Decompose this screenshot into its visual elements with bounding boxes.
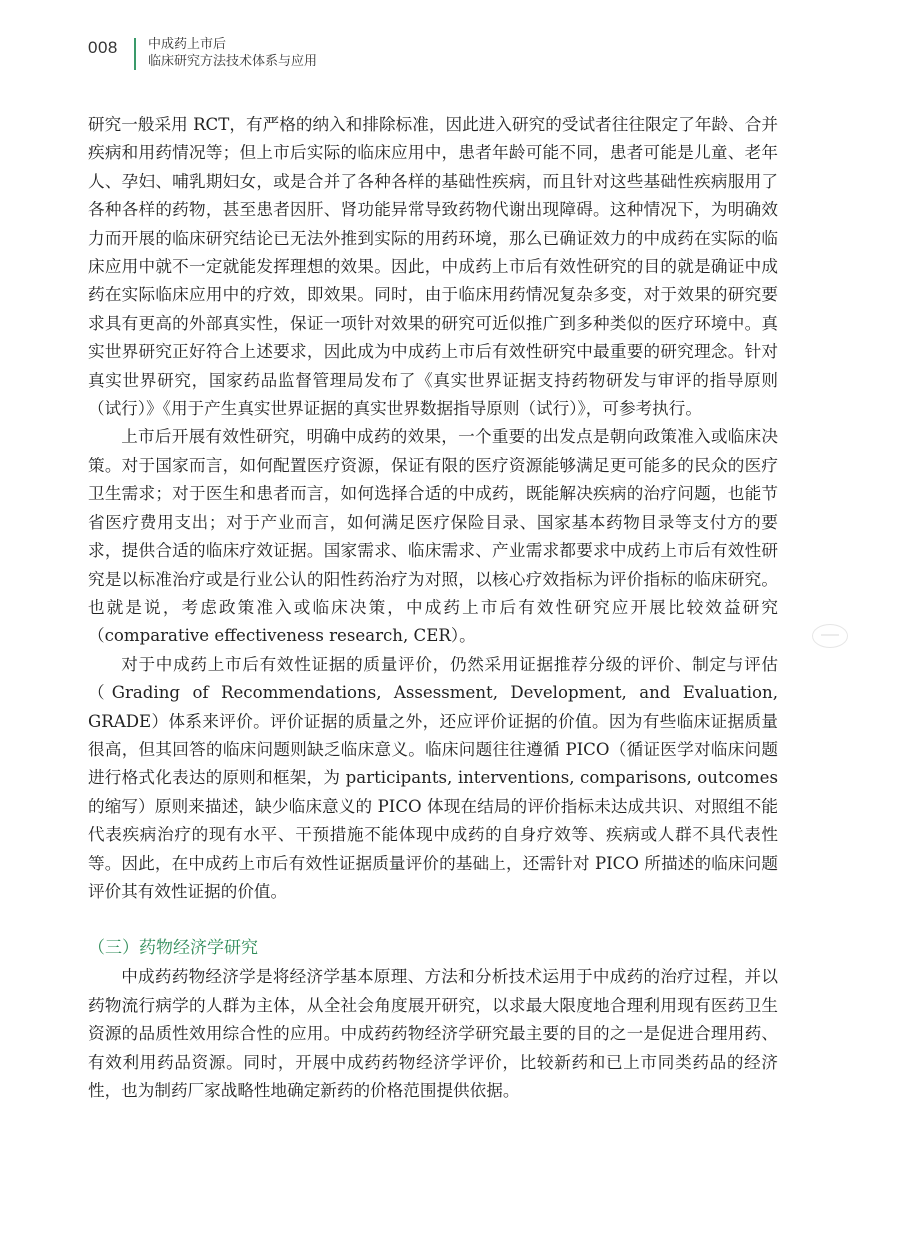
body-paragraph-2: 上市后开展有效性研究，明确中成药的效果，一个重要的出发点是朝向政策准入或临床决策。对于国家而言，如何配置医疗资源，保证有限的医疗资源能够满足更可能多的民众的医疗卫生需求；对于医生和患者而言，如何选择合适的中成药，既能解决疾病的治疗问题，也能节省医疗费用支出；对于产业而言，如何满足医疗保险目录、国家基本药物目录等支付方的要求，提供合适的临床疗效证据。国家需求、临床需求、产业需求都要求中成药上市后有效性研究是以标准治疗或是行业公认的阳性药治疗为对照，以核心疗效指标为评价指标的临床研究。也就是说，考虑政策准入或临床决策，中成药上市后有效性研究应开展比较效益研究（comparative effectiveness research, CER）。 — [88, 427, 778, 646]
watermark-mark — [812, 624, 848, 648]
page-number: 008 — [88, 38, 118, 57]
book-title-line-2: 临床研究方法技术体系与应用 — [148, 54, 318, 69]
main-body — [88, 111, 778, 1105]
body-paragraph-1: 研究一般采用 RCT，有严格的纳入和排除标准，因此进入研究的受试者往往限定了年龄、合并疾病和用药情况等；但上市后实际的临床应用中，患者年龄可能不同，患者可能是儿童、老年人、孕妇、哺乳期妇女，或是合并了各种各样的基础性疾病，而且针对这些基础性疾病服用了各种各样的药物，甚至患者因肝、肾功能异常导致药物代谢出现障碍。这种情况下，为明确效力而开展的临床研究结论已无法外推到实际的用药环境，那么已确证效力的中成药在实际的临床应用中就不一定就能发挥理想的效果。因此，中成药上市后有效性研究的目的就是确证中成药在实际临床应用中的疗效，即效果。同时，由于临床用药情况复杂多变，对于效果的研究要求具有更高的外部真实性，保证一项针对效果的研究可近似推广到多种类似的医疗环境中。真实世界研究正好符合上述要求，因此成为中成药上市后有效性研究中最重要的研究理念。针对真实世界研究，国家药品监督管理局发布了《真实世界证据支持药物研发与审评的指导原则（试行）》《用于产生真实世界证据的真实世界数据指导原则（试行）》，可参考执行。 — [88, 115, 778, 419]
section-paragraph: 中成药药物经济学是将经济学基本原理、方法和分析技术运用于中成药的治疗过程，并以药物流行病学的人群为主体，从全社会角度展开研究，以求最大限度地合理利用现有医药卫生资源的品质性效用综合性的应用。中成药药物经济学研究最主要的目的之一是促进合理用药、有效利用药品资源。同时，开展中成药药物经济学评价，比较新药和已上市同类药品的经济性，也为制药厂家战略性地确定新药的价格范围提供依据。 — [88, 967, 778, 1100]
section-heading: （三）药物经济学研究 — [88, 938, 258, 959]
book-title — [148, 36, 317, 70]
book-title-line-1: 中成药上市后 — [148, 37, 227, 52]
body-paragraph-3: 对于中成药上市后有效性证据的质量评价，仍然采用证据推荐分级的评价、制定与评估（Grading of Recommendations, Assessment, Development, and Evaluation, GRADE）体系来评价。评价证据的质量之外，还应评价证据的价值。因为有些临床证据质量很高，但其回答的临床问题则缺乏临床意义。临床问题往往遵循 PICO（循证医学对临床问题进行格式化表达的原则和框架，为 participants, interventions, comparisons, outcomes 的缩写）原则来描述，缺少临床意义的 PICO 体现在结局的评价指标未达成共识、对照组不能代表疾病治疗的现有水平、干预措施不能体现中成药的自身疗效等、疾病或人群不具代表性等。因此，在中成药上市后有效性证据质量评价的基础上，还需针对 PICO 所描述的临床问题评价其有效性证据的价值。 — [88, 654, 778, 901]
header-divider — [134, 38, 136, 70]
